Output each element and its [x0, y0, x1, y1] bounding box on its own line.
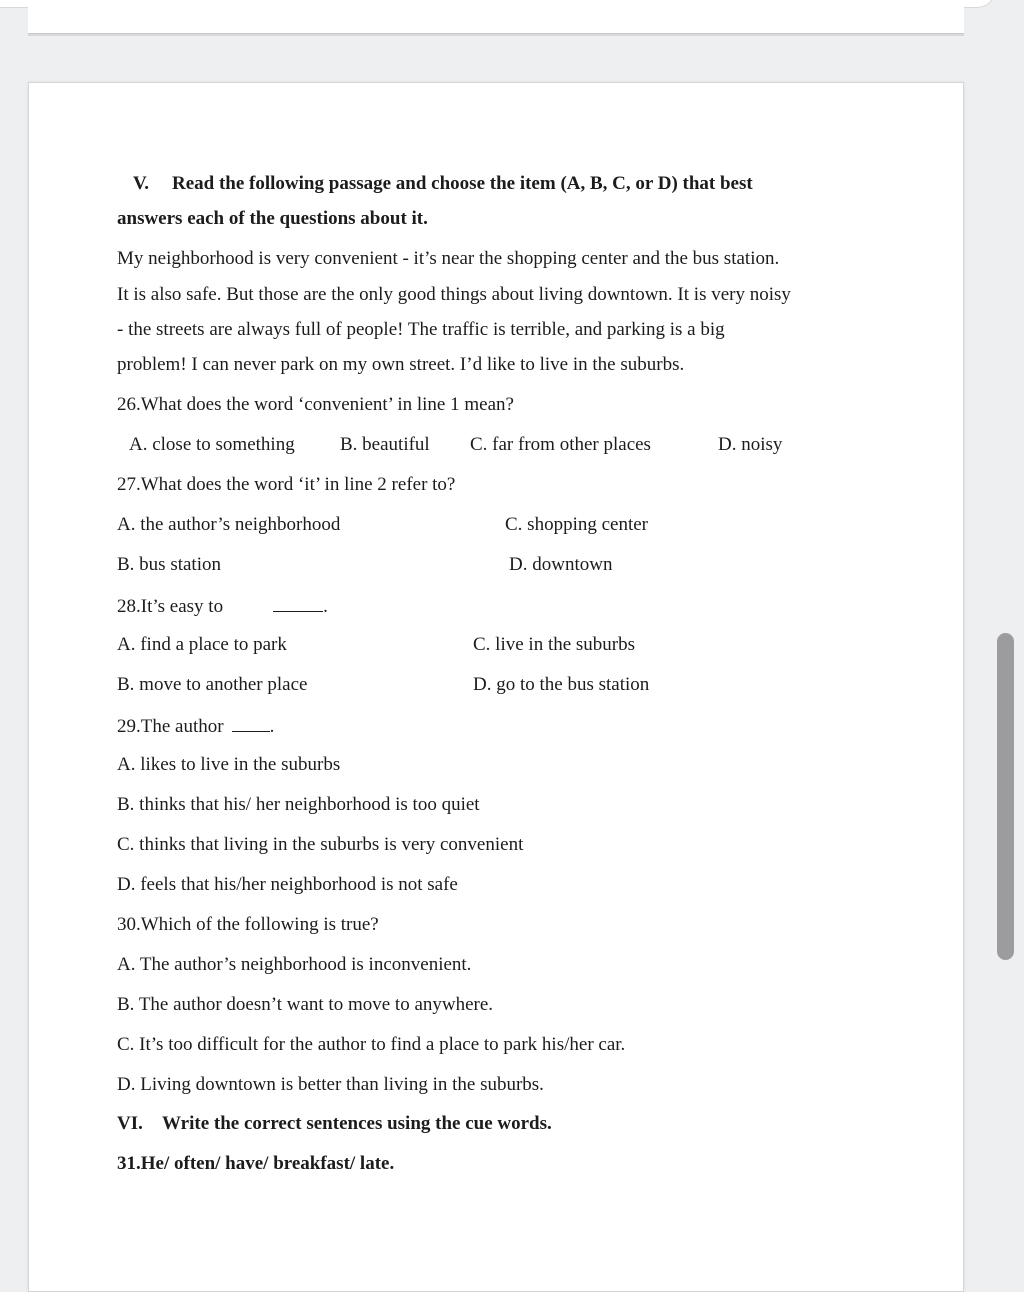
question-28 [117, 593, 328, 619]
q29-option-c[interactable]: C. thinks that living in the suburbs is very convenient [117, 834, 524, 855]
question-30: 30.Which of the following is true? [117, 914, 379, 935]
q29-option-b[interactable]: B. thinks that his/ her neighborhood is too quiet [117, 794, 480, 815]
question-28-end: . [323, 596, 328, 617]
question-26: 26.What does the word ‘convenient’ in line 1 mean? [117, 394, 514, 415]
section-6-number: VI. [117, 1113, 143, 1134]
passage-line-3: - the streets are always full of people! The traffic is terrible, and parking is a big [117, 319, 725, 340]
vertical-scrollbar-thumb[interactable] [997, 633, 1014, 960]
section-5-heading-line2: answers each of the questions about it. [117, 208, 428, 229]
q28-option-a[interactable]: A. find a place to park [117, 634, 287, 655]
question-31: 31.He/ often/ have/ breakfast/ late. [117, 1153, 395, 1174]
q29-option-d[interactable]: D. feels that his/her neighborhood is not safe [117, 874, 458, 895]
q27-option-c[interactable]: C. shopping center [505, 514, 649, 535]
passage-line-1: My neighborhood is very convenient - it’s near the shopping center and the bus station. [117, 248, 780, 269]
q29-answer-blank [232, 713, 270, 732]
q26-option-c[interactable]: C. far from other places [470, 434, 651, 455]
q28-option-c[interactable]: C. live in the suburbs [473, 634, 636, 655]
previous-page-edge [28, 0, 964, 36]
passage-line-2: It is also safe. But those are the only good things about living downtown. It is very noisy [117, 284, 791, 305]
section-6-heading: Write the correct sentences using the cue words. [162, 1113, 552, 1134]
document-page [28, 82, 964, 1292]
q30-option-b[interactable]: B. The author doesn’t want to move to anywhere. [117, 994, 494, 1015]
question-27: 27.What does the word ‘it’ in line 2 refer to? [117, 474, 456, 495]
q30-option-c[interactable]: C. It’s too difficult for the author to find a place to park his/her car. [117, 1034, 626, 1055]
passage-line-4: problem! I can never park on my own street. I’d like to live in the suburbs. [117, 354, 685, 375]
question-29 [117, 713, 274, 739]
q27-option-b[interactable]: B. bus station [117, 554, 221, 575]
q28-option-d[interactable]: D. go to the bus station [473, 674, 650, 695]
section-5-number: V. [133, 173, 150, 194]
page-divider [28, 33, 964, 34]
q29-option-a[interactable]: A. likes to live in the suburbs [117, 754, 341, 775]
question-29-end: . [269, 716, 275, 737]
question-28-text: 28.It’s easy to [117, 596, 224, 617]
q26-option-b[interactable]: B. beautiful [340, 434, 430, 455]
q26-option-d[interactable]: D. noisy [718, 434, 783, 455]
question-29-text: 29.The author [117, 716, 224, 737]
q28-option-b[interactable]: B. move to another place [117, 674, 308, 695]
q30-option-a[interactable]: A. The author’s neighborhood is inconvenient. [117, 954, 472, 975]
q30-option-d[interactable]: D. Living downtown is better than living in the suburbs. [117, 1074, 544, 1095]
q27-option-d[interactable]: D. downtown [509, 554, 613, 575]
q26-option-a[interactable]: A. close to something [129, 434, 295, 455]
q28-answer-blank [273, 593, 323, 612]
section-5-heading-line1: Read the following passage and choose the item (A, B, C, or D) that best [172, 173, 753, 194]
q27-option-a[interactable]: A. the author’s neighborhood [117, 514, 341, 535]
